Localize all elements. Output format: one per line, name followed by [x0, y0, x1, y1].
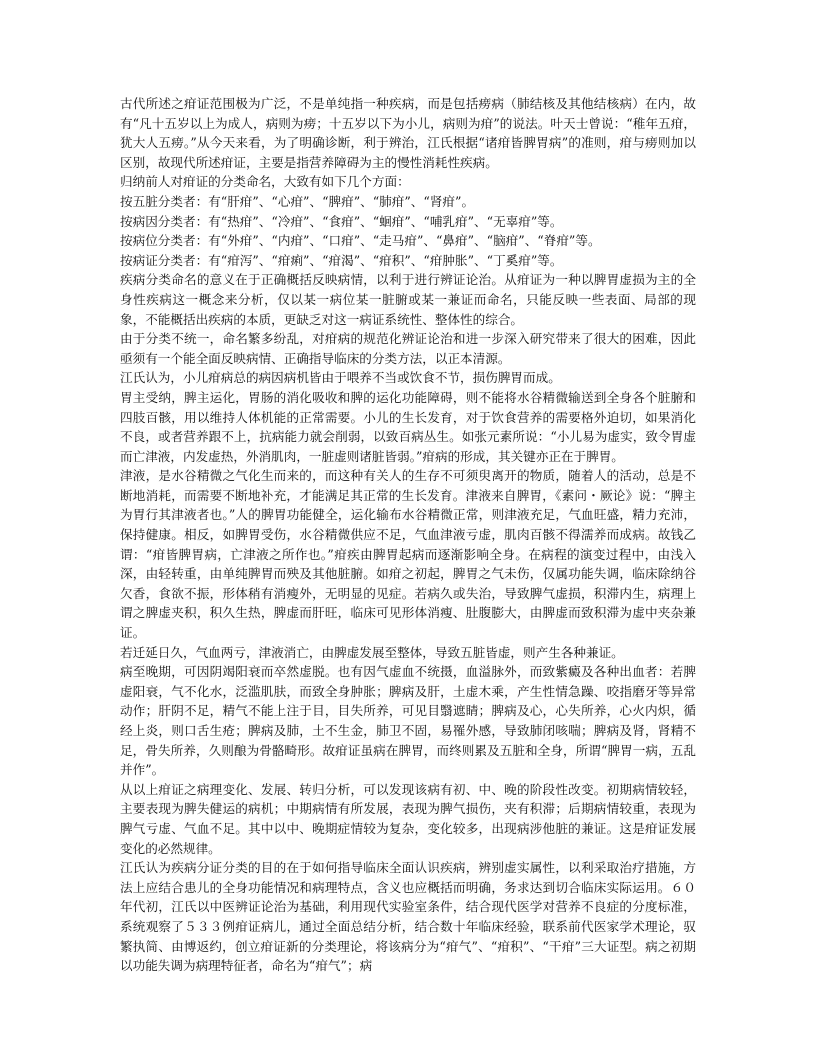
- paragraph-naming-significance: 疾病分类命名的意义在于正确概括反映病情，以利于进行辨证论治。从疳证为一种以脾胃虚损为主的全身性疾病这一概念来分析，仅以某一病位某一脏腑或某一兼证而命名，只能反映一些表面、局部的现象，不能概括出疾病的本质，更缺乏对这一病证系统性、整体性的综合。: [120, 272, 696, 327]
- paragraph-by-cause: 按病因分类者：有“热疳”、“冷疳”、“食疳”、“蛔疳”、“哺乳疳”、“无辜疳”等。: [120, 213, 563, 229]
- paragraph-naming-confusion: 由于分类不统一，命名繁多纷乱，对疳病的规范化辨证论治和进一步深入研究带来了很大的困难，因此亟须有一个能全面反映病情、正确指导临床的分类方法，以正本清源。: [120, 331, 696, 366]
- paragraph-prolonged-illness: 若迁延日久，气血两亏，津液消亡，由脾虚发展至整体，导致五脏皆虚，则产生各种兼证。: [120, 644, 624, 660]
- paragraph-body-fluids: 津液，是水谷精微之气化生而来的，而这种有关人的生存不可须臾离开的物质，随着人的活动，总是不断地消耗，而需要不断地补充，才能满足其正常的生长发育。津液来自脾胃，《素问・厥论》说：“脾主为胃行其津液者也。”人的脾胃功能健全，运化输布水谷精微正常，则津液充足，气血旺盛，精力充沛，保持健康。相反，如脾胃受伤，水谷精微供应不足，气血津液亏虚，肌肉百骸不得濡养而成病。故钱乙谓：“疳皆脾胃病，亡津液之所作也。”疳疾由脾胃起病而逐渐影响全身。在病程的演变过程中，由浅入深，由轻转重，由单纯脾胃而殃及其他脏腑。如疳之初起，脾胃之气未伤，仅属功能失调，临床除纳谷欠香，食欲不振，形体稍有消瘦外，无明显的见症。若病久或失治，导致脾气虚损，积滞内生，病理上谓之脾虚夹积，积久生热，脾虚而肝旺，临床可见形体消瘦、肚腹膨大，由脾虚而致积滞为虚中夹杂兼证。: [120, 468, 696, 641]
- paragraph-classification-summary: 归纳前人对疳证的分类命名，大致有如下几个方面：: [120, 174, 410, 190]
- paragraph-intro: 古代所述之疳证范围极为广泛，不是单纯指一种疾病，而是包括痨病（肺结核及其他结核病）在内，故有“凡十五岁以上为成人，病则为痨；十五岁以下为小儿，病则为疳”的说法。叶天士曾说：“稚年五疳，犹大人五痨。”从今天来看，为了明确诊断，利于辨治，江氏根据“诸疳皆脾胃病”的准则，疳与痨则加以区别，故现代所述疳证，主要是指营养障碍为主的慢性消耗性疾病。: [120, 96, 696, 170]
- document-page: [120, 94, 696, 976]
- paragraph-spleen-stomach: 胃主受纳，脾主运化，胃肠的消化吸收和脾的运化功能障碍，则不能将水谷精微输送到全身各个脏腑和四肢百骸，用以维持人体机能的正常需要。小儿的生长发育，对于饮食营养的需要格外迫切，如果消化不良，或者营养跟不上，抗病能力就会削弱，以致百病丛生。如张元素所说：“小儿易为虚实，致令胃虚而亡津液，内发虚热，外消肌肉，一脏虚则诸脏皆弱。”疳病的形成，其关键亦正在于脾胃。: [120, 389, 696, 464]
- paragraph-etiology: 江氏认为，小儿疳病总的病因病机皆由于喂养不当或饮食不节，损伤脾胃而成。: [120, 370, 561, 386]
- paragraph-by-syndrome: 按病证分类者：有“疳泻”、“疳痢”、“疳渴”、“疳积”、“疳肿胀”、“丁奚疳”等。: [120, 252, 563, 268]
- paragraph-new-classification: 江氏认为疾病分证分类的目的在于如何指导临床全面认识疾病，辨别虚实属性，以利采取治疗措施，方法上应结合患儿的全身功能情况和病理特点，含义也应概括而明确，务求达到切合临床实际运用。６０年代初，江氏以中医辨证论治为基础，利用现代实验室条件，结合现代医学对营养不良症的分度标准，系统观察了５３３例疳证病儿，通过全面总结分析，结合数十年临床经验，联系前代医家学术理论，驭繁执简、由博返约，创立疳证新的分类理论，将该病分为“疳气”、“疳积”、“干疳”三大证型。病之初期以功能失调为病理特征者，命名为“疳气”；病: [120, 860, 696, 974]
- paragraph-by-location: 按病位分类者：有“外疳”、“内疳”、“口疳”、“走马疳”、“鼻疳”、“脑疳”、“脊疳”等。: [120, 233, 601, 249]
- paragraph-late-stage: 病至晚期，可因阴竭阳衰而卒然虚脱。也有因气虚血不统摄，血溢脉外，而致紫癜及各种出血者：若脾虚阳衰，气不化水，泛滥肌肤，而致全身肿胀；脾病及肝，土虚木乘，产生性情急躁、咬指磨牙等异常动作；肝阴不足，精气不能上注于目，目失所养，可见目翳遮睛；脾病及心，心失所养，心火内炽，循经上炎，则口舌生疮；脾病及肺，土不生金，肺卫不固，易罹外感，导致肺闭咳喘；脾病及肾，肾精不足，骨失所养，久则酿为骨骼畸形。故疳证虽病在脾胃，而终则累及五脏和全身，所谓“脾胃一病，五乱并作”。: [120, 664, 696, 778]
- paragraph-by-organ: 按五脏分类者：有“肝疳”、“心疳”、“脾疳”、“肺疳”、“肾疳”。: [120, 193, 475, 209]
- paragraph-stages: 从以上疳证之病理变化、发展、转归分析，可以发现该病有初、中、晚的阶段性改变。初期病情较轻，主要表现为脾失健运的病机；中期病情有所发展，表现为脾气损伤，夹有积滞；后期病情较重，表现为脾气亏虚、气血不足。其中以中、晚期症情较为复杂，变化较多，出现病涉他脏的兼证。这是疳证发展变化的必然规律。: [120, 781, 696, 856]
